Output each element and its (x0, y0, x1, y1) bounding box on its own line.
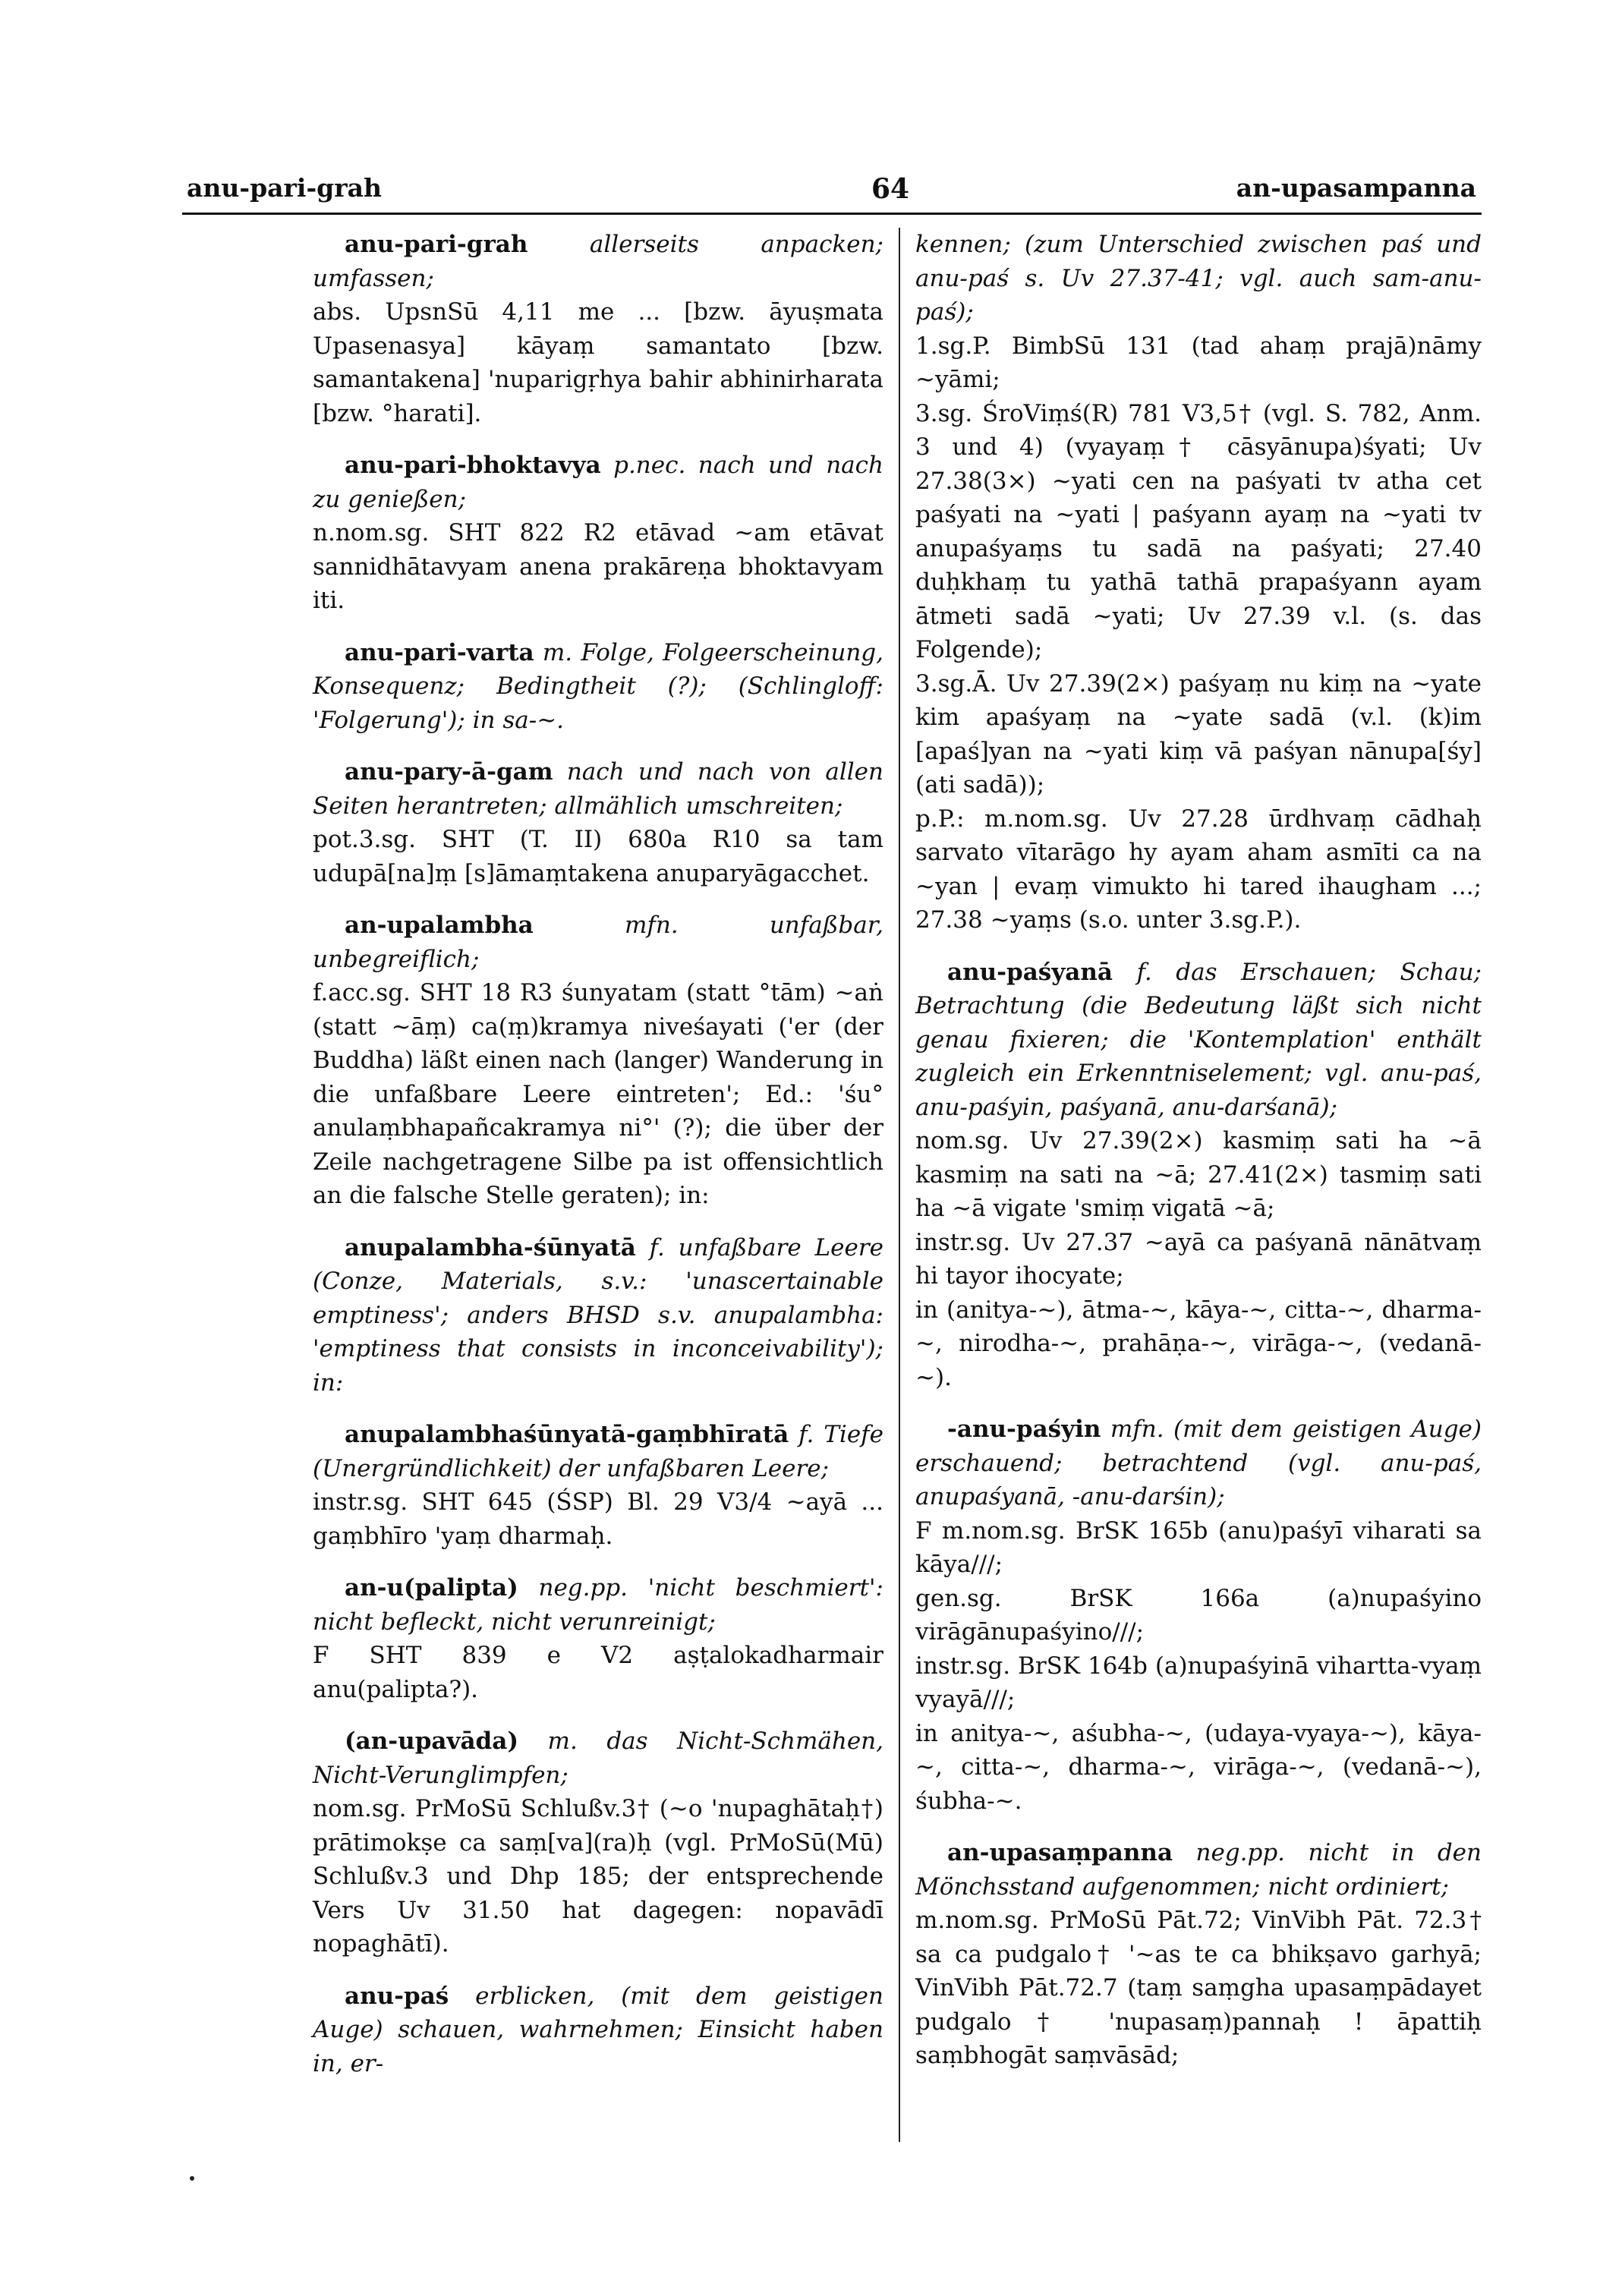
lemma: anupalambha-śūnyatā (345, 1233, 636, 1261)
definition: nach und nach von allen Seiten herantreten; allmählich umschreiten; (313, 758, 883, 820)
header-rule (182, 213, 1482, 215)
citation-line: F SHT 839 e V2 aṣṭalokadharmair anu(palipta?). (313, 1642, 883, 1703)
definition: m. Folge, Folgeerscheinung, Konsequenz; Bedingtheit (?); (Schlingloff: 'Folgerung'); in sa-~. (313, 638, 884, 734)
lemma: an-upalambha (345, 912, 534, 939)
lemma: -anu-paśyin (947, 1416, 1101, 1443)
entry-head (915, 1413, 1482, 1514)
citation-line: instr.sg. Uv 27.37 ~ayā ca paśyanā nānātvaṃ hi tayor ihocyate; (915, 1228, 1482, 1290)
citation-line: in (anitya-~), ātma-~, kāya-~, citta-~, dharma-~, nirodha-~, prahāṇa-~, virāga-~, (vedanā-~). (915, 1296, 1482, 1391)
citation-line: instr.sg. SHT 645 (ŚSP) Bl. 29 V3/4 ~ayā ... gaṃbhīro 'yaṃ dharmaḥ. (313, 1488, 883, 1550)
citation-line: 3.sg. ŚroViṃś(R) 781 V3,5† (vgl. S. 782, Anm. 3 und 4) (vyayaṃ† cāsyānupa)śyati; Uv 27.38(3×) ~yati cen na paśyati tv atha cet paśyati na ~yati | paśyann ayaṃ na ~yati tv anupaśyaṃs tu sadā na paśyati; 27.40 duḥkhaṃ tu yathā tathā prapaśyann ayam ātmeti sadā ~yati; Uv 27.39 v.l. (s. das Folgende); (915, 399, 1482, 663)
citation-line: m.nom.sg. PrMoSū Pāt.72; VinVibh Pāt. 72.3† sa ca pudgalo† '~as te ca bhikṣavo garhyā; VinVibh Pāt.72.7 (taṃ saṃgha upasaṃpādayet pudgalo† 'nupasaṃ)pannaḥ ! āpattiḥ saṃbhogāt saṃvāsād; (915, 1907, 1482, 2069)
dictionary-entry (313, 636, 883, 738)
stray-mark (190, 2176, 194, 2181)
lemma: an-upasaṃpanna (947, 1839, 1173, 1866)
citation-line: instr.sg. BrSK 164b (a)nupaśyinā vihartta-vyaṃ vyayā///; (915, 1652, 1482, 1713)
lemma: anu-pary-ā-gam (345, 758, 553, 786)
dictionary-entry (313, 228, 883, 430)
dictionary-entry (915, 1413, 1482, 1818)
entry-head (313, 228, 883, 295)
citation-line: p.P.: m.nom.sg. Uv 27.28 ūrdhvaṃ cādhaḥ sarvato vītarāgo hy ayam aham asmīti ca na ~yan | evaṃ vimukto hi tared ihaugham ...; 27.38 ~yaṃs (s.o. unter 3.sg.P.). (915, 805, 1482, 934)
citation-line: abs. UpsnSū 4,11 me ... [bzw. āyuṣmata Upasenasya] kāyaṃ samantato [bzw. samantakena] 'nuparigṛhya bahir abhinirharata [bzw. °harati]. (313, 298, 883, 427)
definition: neg.pp. nicht in den Mönchsstand aufgenommen; nicht ordiniert; (915, 1839, 1482, 1901)
dictionary-entry (313, 1724, 883, 1961)
citation-line: gen.sg. BrSK 166a (a)nupaśyino virāgānupaśyino///; (915, 1584, 1482, 1646)
dictionary-entry (915, 956, 1482, 1395)
dictionary-entry (915, 228, 1482, 937)
entry-head (313, 449, 883, 516)
entry-head (915, 228, 1482, 329)
citation-line: in anitya-~, aśubha-~, (udaya-vyaya-~), kāya-~, citta-~, dharma-~, virāga-~, (vedanā-~), śubha-~. (915, 1719, 1482, 1815)
lemma: anu-pari-bhoktavya (345, 452, 601, 479)
running-head-right: an-upasampanna (1236, 173, 1476, 203)
right-column (915, 228, 1482, 2091)
definition: mfn. unfaßbar, unbegreiflich; (313, 912, 884, 973)
running-head-left: anu-pari-grah (187, 173, 382, 203)
entry-head (313, 909, 883, 976)
entry-head (313, 1571, 883, 1639)
column-divider (899, 228, 900, 2142)
citation-line: n.nom.sg. SHT 822 R2 etāvad ~am etāvat sannidhātavyam anena prakāreṇa bhoktavyam iti. (313, 519, 883, 614)
citation-line: f.acc.sg. SHT 18 R3 śunyatam (statt °tām) ~aṅ (statt ~āṃ) ca(ṃ)kramya niveśayati ('er (der Buddha) läßt einen nach (langer) Wanderung in die unfaßbare Leere eintreten'; Ed.: 'śu° anulaṃbhapañcakramya ni°' (?); die über der Zeile nachgetragene Silbe pa ist offensichtlich an die falsche Stelle geraten); in: (313, 979, 883, 1209)
dictionary-entry (313, 449, 883, 618)
definition: f. unfaßbare Leere (Conze, Materials, s.v.: 'unascertainable emptiness'; anders BHSD s.v. anupalambha: 'emptiness that consists in inconceivability'); in: (313, 1233, 883, 1397)
dictionary-entry (313, 1231, 883, 1400)
entry-head (313, 1231, 883, 1400)
definition: neg.pp. 'nicht beschmiert': nicht befleckt, nicht verunreinigt; (313, 1574, 883, 1636)
entry-head (313, 1418, 883, 1485)
definition: erblicken, (mit dem geistigen Auge) schauen, wahrnehmen; Einsicht haben in, er- (313, 1982, 883, 2077)
citation-line: pot.3.sg. SHT (T. II) 680a R10 sa tam udupā[na]ṃ [s]āmaṃtakena anuparyāgacchet. (313, 826, 883, 887)
dictionary-entry (915, 1836, 1482, 2073)
dictionary-entry (313, 909, 883, 1213)
entry-head (313, 636, 883, 738)
entry-head (313, 1724, 883, 1792)
definition: mfn. (mit dem geistigen Auge) erschauend; betrachtend (vgl. anu-paś, anupaśyanā, -anu-darśin); (915, 1416, 1482, 1510)
lemma: anu-pari-varta (345, 638, 534, 666)
entry-head (915, 956, 1482, 1125)
definition: m. das Nicht-Schmähen, Nicht-Verunglimpfen; (313, 1728, 883, 1789)
dictionary-entry (313, 755, 883, 890)
lemma: (an-upavāda) (345, 1728, 518, 1755)
definition: f. Tiefe (Unergründlichkeit) der unfaßbaren Leere; (313, 1421, 883, 1482)
lemma: anu-paśyanā (947, 958, 1113, 986)
citation-line: nom.sg. PrMoSū Schlußv.3† (~o 'nupaghātaḥ†) prātimokṣe ca saṃ[va](ra)ḥ (vgl. PrMoSū(Mū) Schlußv.3 und Dhp 185; der entsprechende Vers Uv 31.50 hat dagegen: nopavādī nopaghātī). (313, 1795, 883, 1957)
citation-line: 1.sg.P. BimbSū 131 (tad ahaṃ prajā)nāmy ~yāmi; (915, 332, 1482, 393)
lemma: anupalambhaśūnyatā-gaṃbhīratā (345, 1421, 789, 1448)
citation-line: 3.sg.Ā. Uv 27.39(2×) paśyaṃ nu kiṃ na ~yate kim apaśyaṃ na ~yate sadā (v.l. (k)im [apaś]yan na ~yati kiṃ vā paśyan nānupa[śy](ati sadā)); (915, 669, 1482, 798)
page-number: 64 (871, 173, 910, 205)
definition: kennen; (zum Unterschied zwischen paś und anu-paś s. Uv 27.37-41; vgl. auch sam-anu-paś); (915, 231, 1482, 326)
definition: p.nec. nach und nach zu genießen; (313, 452, 883, 513)
lemma: an-u(palipta) (345, 1574, 518, 1602)
definition: f. das Erschauen; Schau; Betrachtung (die Bedeutung läßt sich nicht genau fixieren; die 'Kontemplation' enthält zugleich ein Erkenntniselement; vgl. anu-paś, anu-paśyin, paśyanā, anu-darśanā); (915, 958, 1482, 1121)
dictionary-entry (313, 1979, 883, 2081)
lemma: anu-pari-grah (345, 231, 528, 258)
entry-head (915, 1836, 1482, 1904)
entry-head (313, 1979, 883, 2081)
left-column (313, 228, 883, 2099)
dictionary-entry (313, 1571, 883, 1706)
definition: allerseits anpacken; umfassen; (313, 231, 883, 292)
lemma: anu-paś (345, 1982, 449, 2010)
dictionary-entry (313, 1418, 883, 1553)
citation-line: nom.sg. Uv 27.39(2×) kasmiṃ sati ha ~ā kasmiṃ na sati na ~ā; 27.41(2×) tasmiṃ sati ha ~ā vigate 'smiṃ vigatā ~ā; (915, 1127, 1482, 1222)
citation-line: F m.nom.sg. BrSK 165b (anu)paśyī viharati sa kāya///; (915, 1516, 1482, 1578)
entry-head (313, 755, 883, 823)
